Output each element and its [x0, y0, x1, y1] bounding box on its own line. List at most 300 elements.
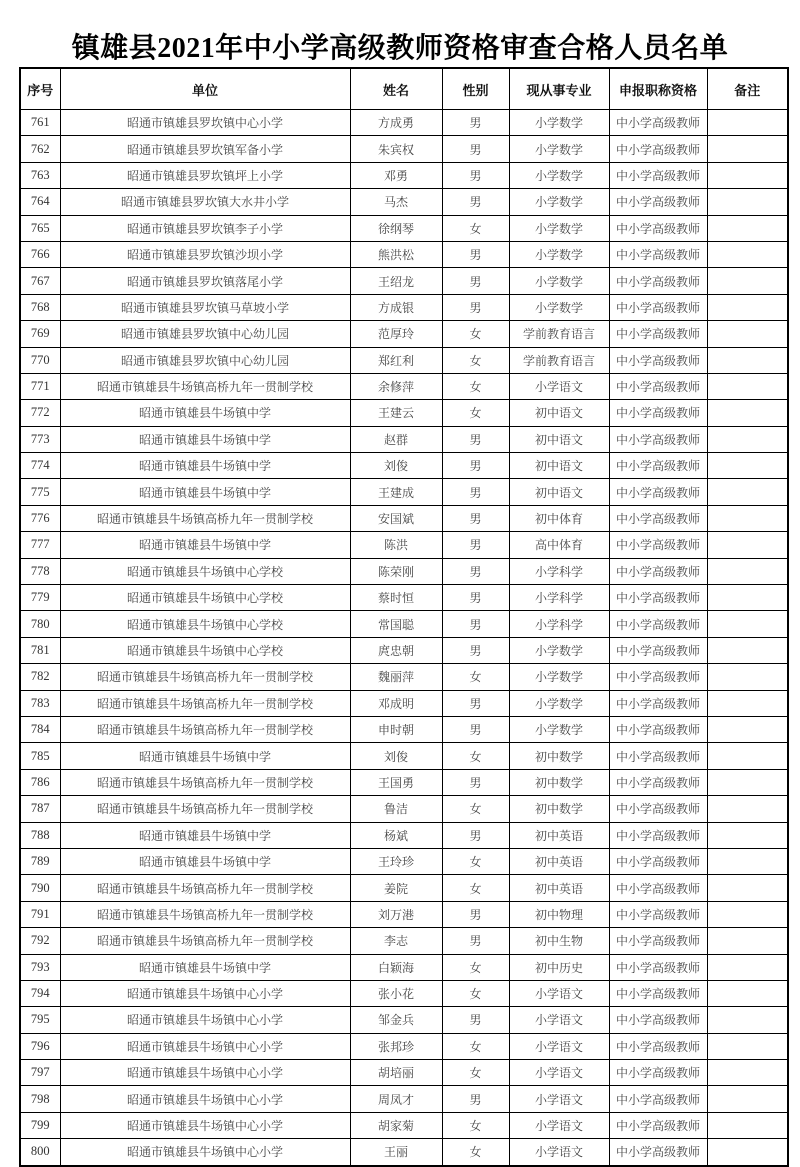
cell-gender: 女	[442, 321, 509, 347]
cell-remark	[707, 1007, 788, 1033]
cell-unit: 昭通市镇雄县牛场镇中心小学	[60, 1060, 350, 1086]
cell-name: 申时朝	[350, 716, 442, 742]
cell-gender: 女	[442, 400, 509, 426]
cell-gender: 男	[442, 241, 509, 267]
cell-unit: 昭通市镇雄县牛场镇高桥九年一贯制学校	[60, 716, 350, 742]
cell-unit: 昭通市镇雄县牛场镇高桥九年一贯制学校	[60, 875, 350, 901]
cell-remark	[707, 400, 788, 426]
cell-title: 中小学高级教师	[609, 426, 707, 452]
cell-name: 熊洪松	[350, 241, 442, 267]
cell-title: 中小学高级教师	[609, 611, 707, 637]
cell-gender: 男	[442, 1086, 509, 1112]
cell-specialty: 小学语文	[509, 1139, 609, 1166]
cell-gender: 男	[442, 716, 509, 742]
cell-title: 中小学高级教师	[609, 769, 707, 795]
cell-name: 安国斌	[350, 505, 442, 531]
cell-serial: 778	[20, 558, 60, 584]
cell-serial: 762	[20, 136, 60, 162]
cell-remark	[707, 110, 788, 136]
table-row	[20, 110, 788, 136]
cell-remark	[707, 743, 788, 769]
cell-unit: 昭通市镇雄县罗坎镇中心幼儿园	[60, 321, 350, 347]
table-row	[20, 479, 788, 505]
cell-gender: 男	[442, 136, 509, 162]
table-row	[20, 1060, 788, 1086]
table-row	[20, 1112, 788, 1138]
cell-gender: 女	[442, 373, 509, 399]
cell-unit: 昭通市镇雄县牛场镇中学	[60, 400, 350, 426]
cell-name: 邹金兵	[350, 1007, 442, 1033]
cell-title: 中小学高级教师	[609, 980, 707, 1006]
cell-unit: 昭通市镇雄县牛场镇高桥九年一贯制学校	[60, 505, 350, 531]
cell-unit: 昭通市镇雄县牛场镇中学	[60, 426, 350, 452]
cell-specialty: 小学语文	[509, 373, 609, 399]
cell-unit: 昭通市镇雄县牛场镇中心小学	[60, 1112, 350, 1138]
cell-title: 中小学高级教师	[609, 400, 707, 426]
cell-unit: 昭通市镇雄县牛场镇高桥九年一贯制学校	[60, 928, 350, 954]
cell-unit: 昭通市镇雄县牛场镇高桥九年一贯制学校	[60, 796, 350, 822]
table-row	[20, 848, 788, 874]
table-row	[20, 558, 788, 584]
table-row	[20, 241, 788, 267]
cell-name: 张邦珍	[350, 1033, 442, 1059]
cell-gender: 男	[442, 769, 509, 795]
cell-title: 中小学高级教师	[609, 637, 707, 663]
table-row	[20, 954, 788, 980]
cell-specialty: 初中语文	[509, 479, 609, 505]
cell-name: 王丽	[350, 1139, 442, 1166]
cell-specialty: 小学科学	[509, 585, 609, 611]
cell-serial: 796	[20, 1033, 60, 1059]
cell-specialty: 小学数学	[509, 690, 609, 716]
table-row	[20, 901, 788, 927]
table-row	[20, 426, 788, 452]
cell-unit: 昭通市镇雄县罗坎镇军备小学	[60, 136, 350, 162]
cell-name: 杨斌	[350, 822, 442, 848]
cell-remark	[707, 189, 788, 215]
cell-specialty: 初中英语	[509, 822, 609, 848]
cell-remark	[707, 664, 788, 690]
cell-gender: 男	[442, 822, 509, 848]
cell-serial: 793	[20, 954, 60, 980]
cell-remark	[707, 822, 788, 848]
cell-serial: 763	[20, 162, 60, 188]
cell-unit: 昭通市镇雄县牛场镇高桥九年一贯制学校	[60, 901, 350, 927]
cell-name: 姜院	[350, 875, 442, 901]
table-row	[20, 294, 788, 320]
table-row	[20, 928, 788, 954]
cell-gender: 男	[442, 532, 509, 558]
cell-name: 王玲珍	[350, 848, 442, 874]
cell-name: 方成银	[350, 294, 442, 320]
table-row	[20, 875, 788, 901]
roster-body	[20, 110, 788, 1166]
cell-gender: 男	[442, 690, 509, 716]
table-row	[20, 637, 788, 663]
table-row	[20, 585, 788, 611]
cell-remark	[707, 1060, 788, 1086]
cell-remark	[707, 347, 788, 373]
cell-serial: 770	[20, 347, 60, 373]
cell-unit: 昭通市镇雄县牛场镇高桥九年一贯制学校	[60, 664, 350, 690]
cell-serial: 777	[20, 532, 60, 558]
cell-gender: 女	[442, 664, 509, 690]
cell-unit: 昭通市镇雄县罗坎镇马草坡小学	[60, 294, 350, 320]
cell-title: 中小学高级教师	[609, 1007, 707, 1033]
header-name: 姓名	[350, 68, 442, 110]
cell-serial: 786	[20, 769, 60, 795]
cell-gender: 男	[442, 189, 509, 215]
cell-title: 中小学高级教师	[609, 1086, 707, 1112]
cell-name: 马杰	[350, 189, 442, 215]
cell-gender: 女	[442, 1060, 509, 1086]
cell-name: 朱宾权	[350, 136, 442, 162]
cell-gender: 男	[442, 611, 509, 637]
cell-remark	[707, 136, 788, 162]
cell-gender: 女	[442, 215, 509, 241]
cell-unit: 昭通市镇雄县牛场镇中心小学	[60, 1007, 350, 1033]
cell-specialty: 小学语文	[509, 1033, 609, 1059]
cell-title: 中小学高级教师	[609, 1060, 707, 1086]
cell-remark	[707, 532, 788, 558]
cell-serial: 780	[20, 611, 60, 637]
table-row	[20, 532, 788, 558]
cell-serial: 791	[20, 901, 60, 927]
cell-unit: 昭通市镇雄县罗坎镇落尾小学	[60, 268, 350, 294]
cell-specialty: 小学语文	[509, 1112, 609, 1138]
table-row	[20, 769, 788, 795]
table-row	[20, 1139, 788, 1166]
cell-serial: 766	[20, 241, 60, 267]
cell-gender: 女	[442, 1112, 509, 1138]
cell-gender: 男	[442, 268, 509, 294]
table-row	[20, 189, 788, 215]
cell-name: 徐纲琴	[350, 215, 442, 241]
cell-specialty: 学前教育语言	[509, 321, 609, 347]
cell-gender: 男	[442, 294, 509, 320]
cell-unit: 昭通市镇雄县牛场镇中学	[60, 954, 350, 980]
cell-name: 陈洪	[350, 532, 442, 558]
cell-specialty: 初中语文	[509, 453, 609, 479]
cell-title: 中小学高级教师	[609, 743, 707, 769]
cell-serial: 799	[20, 1112, 60, 1138]
cell-remark	[707, 690, 788, 716]
cell-specialty: 初中生物	[509, 928, 609, 954]
cell-serial: 771	[20, 373, 60, 399]
cell-serial: 772	[20, 400, 60, 426]
cell-serial: 798	[20, 1086, 60, 1112]
cell-name: 刘俊	[350, 453, 442, 479]
cell-specialty: 小学语文	[509, 1007, 609, 1033]
cell-name: 魏丽萍	[350, 664, 442, 690]
cell-gender: 男	[442, 585, 509, 611]
cell-serial: 781	[20, 637, 60, 663]
cell-gender: 女	[442, 796, 509, 822]
cell-name: 王国勇	[350, 769, 442, 795]
cell-specialty: 初中数学	[509, 769, 609, 795]
cell-gender: 男	[442, 453, 509, 479]
cell-unit: 昭通市镇雄县牛场镇中学	[60, 848, 350, 874]
cell-unit: 昭通市镇雄县牛场镇高桥九年一贯制学校	[60, 769, 350, 795]
cell-unit: 昭通市镇雄县牛场镇中学	[60, 743, 350, 769]
cell-remark	[707, 716, 788, 742]
cell-title: 中小学高级教师	[609, 1139, 707, 1166]
cell-title: 中小学高级教师	[609, 690, 707, 716]
cell-remark	[707, 585, 788, 611]
table-row	[20, 743, 788, 769]
table-row	[20, 268, 788, 294]
cell-serial: 776	[20, 505, 60, 531]
table-row	[20, 373, 788, 399]
cell-specialty: 小学数学	[509, 268, 609, 294]
cell-remark	[707, 928, 788, 954]
cell-remark	[707, 1086, 788, 1112]
cell-title: 中小学高级教师	[609, 479, 707, 505]
cell-remark	[707, 505, 788, 531]
table-row	[20, 136, 788, 162]
table-row	[20, 162, 788, 188]
cell-title: 中小学高级教师	[609, 505, 707, 531]
cell-specialty: 初中语文	[509, 400, 609, 426]
cell-unit: 昭通市镇雄县罗坎镇大水井小学	[60, 189, 350, 215]
cell-gender: 女	[442, 980, 509, 1006]
cell-title: 中小学高级教师	[609, 954, 707, 980]
cell-title: 中小学高级教师	[609, 373, 707, 399]
table-row	[20, 453, 788, 479]
cell-gender: 男	[442, 479, 509, 505]
cell-remark	[707, 901, 788, 927]
cell-remark	[707, 796, 788, 822]
cell-serial: 769	[20, 321, 60, 347]
cell-name: 庹忠朝	[350, 637, 442, 663]
cell-specialty: 小学数学	[509, 637, 609, 663]
header-remark: 备注	[707, 68, 788, 110]
cell-title: 中小学高级教师	[609, 321, 707, 347]
cell-title: 中小学高级教师	[609, 110, 707, 136]
cell-serial: 779	[20, 585, 60, 611]
table-row	[20, 321, 788, 347]
cell-unit: 昭通市镇雄县牛场镇中心小学	[60, 980, 350, 1006]
cell-remark	[707, 321, 788, 347]
cell-gender: 女	[442, 848, 509, 874]
table-row	[20, 822, 788, 848]
cell-remark	[707, 241, 788, 267]
cell-specialty: 初中语文	[509, 426, 609, 452]
cell-name: 张小花	[350, 980, 442, 1006]
table-row	[20, 347, 788, 373]
cell-gender: 男	[442, 110, 509, 136]
table-row	[20, 611, 788, 637]
table-row	[20, 1033, 788, 1059]
cell-name: 蔡时恒	[350, 585, 442, 611]
cell-serial: 773	[20, 426, 60, 452]
cell-serial: 783	[20, 690, 60, 716]
cell-specialty: 小学语文	[509, 1086, 609, 1112]
cell-gender: 男	[442, 901, 509, 927]
cell-unit: 昭通市镇雄县牛场镇中心学校	[60, 558, 350, 584]
cell-remark	[707, 1112, 788, 1138]
cell-gender: 男	[442, 1007, 509, 1033]
cell-unit: 昭通市镇雄县牛场镇中心学校	[60, 611, 350, 637]
cell-title: 中小学高级教师	[609, 901, 707, 927]
cell-unit: 昭通市镇雄县罗坎镇中心幼儿园	[60, 347, 350, 373]
cell-title: 中小学高级教师	[609, 796, 707, 822]
cell-serial: 792	[20, 928, 60, 954]
cell-remark	[707, 426, 788, 452]
cell-gender: 男	[442, 162, 509, 188]
cell-remark	[707, 453, 788, 479]
cell-unit: 昭通市镇雄县牛场镇中学	[60, 453, 350, 479]
cell-unit: 昭通市镇雄县牛场镇中学	[60, 479, 350, 505]
cell-specialty: 初中历史	[509, 954, 609, 980]
cell-title: 中小学高级教师	[609, 136, 707, 162]
cell-unit: 昭通市镇雄县牛场镇中心小学	[60, 1086, 350, 1112]
cell-gender: 女	[442, 1139, 509, 1166]
cell-serial: 775	[20, 479, 60, 505]
cell-title: 中小学高级教师	[609, 716, 707, 742]
table-row	[20, 1007, 788, 1033]
cell-name: 王建成	[350, 479, 442, 505]
cell-remark	[707, 1033, 788, 1059]
cell-gender: 男	[442, 928, 509, 954]
cell-title: 中小学高级教师	[609, 664, 707, 690]
cell-name: 余修萍	[350, 373, 442, 399]
header-gender: 性别	[442, 68, 509, 110]
cell-serial: 767	[20, 268, 60, 294]
table-row	[20, 664, 788, 690]
cell-serial: 782	[20, 664, 60, 690]
cell-remark	[707, 611, 788, 637]
cell-name: 邓勇	[350, 162, 442, 188]
cell-name: 王绍龙	[350, 268, 442, 294]
cell-gender: 男	[442, 558, 509, 584]
cell-remark	[707, 1139, 788, 1166]
cell-serial: 787	[20, 796, 60, 822]
cell-name: 周凤才	[350, 1086, 442, 1112]
cell-specialty: 小学数学	[509, 294, 609, 320]
cell-specialty: 小学数学	[509, 664, 609, 690]
table-row	[20, 505, 788, 531]
cell-unit: 昭通市镇雄县罗坎镇李子小学	[60, 215, 350, 241]
cell-gender: 女	[442, 347, 509, 373]
cell-unit: 昭通市镇雄县牛场镇中学	[60, 822, 350, 848]
cell-gender: 女	[442, 743, 509, 769]
cell-specialty: 小学数学	[509, 215, 609, 241]
cell-remark	[707, 980, 788, 1006]
cell-gender: 男	[442, 426, 509, 452]
cell-gender: 女	[442, 954, 509, 980]
cell-serial: 765	[20, 215, 60, 241]
table-row	[20, 690, 788, 716]
cell-serial: 794	[20, 980, 60, 1006]
cell-serial: 784	[20, 716, 60, 742]
table-row	[20, 716, 788, 742]
cell-specialty: 小学数学	[509, 241, 609, 267]
cell-remark	[707, 954, 788, 980]
cell-serial: 800	[20, 1139, 60, 1166]
cell-name: 胡家菊	[350, 1112, 442, 1138]
cell-remark	[707, 373, 788, 399]
cell-title: 中小学高级教师	[609, 848, 707, 874]
cell-serial: 785	[20, 743, 60, 769]
cell-specialty: 初中数学	[509, 743, 609, 769]
cell-title: 中小学高级教师	[609, 558, 707, 584]
cell-specialty: 初中物理	[509, 901, 609, 927]
cell-remark	[707, 294, 788, 320]
cell-title: 中小学高级教师	[609, 453, 707, 479]
cell-name: 鲁洁	[350, 796, 442, 822]
qualification-roster-table	[19, 67, 789, 1167]
cell-specialty: 小学数学	[509, 136, 609, 162]
cell-serial: 790	[20, 875, 60, 901]
cell-specialty: 高中体育	[509, 532, 609, 558]
cell-unit: 昭通市镇雄县罗坎镇沙坝小学	[60, 241, 350, 267]
cell-specialty: 小学数学	[509, 716, 609, 742]
cell-serial: 768	[20, 294, 60, 320]
cell-name: 赵群	[350, 426, 442, 452]
cell-name: 常国聪	[350, 611, 442, 637]
cell-serial: 774	[20, 453, 60, 479]
header-row	[20, 68, 788, 110]
cell-unit: 昭通市镇雄县牛场镇中心小学	[60, 1033, 350, 1059]
cell-name: 刘俊	[350, 743, 442, 769]
cell-remark	[707, 215, 788, 241]
cell-specialty: 初中数学	[509, 796, 609, 822]
table-row	[20, 980, 788, 1006]
cell-specialty: 小学数学	[509, 110, 609, 136]
cell-unit: 昭通市镇雄县罗坎镇中心小学	[60, 110, 350, 136]
cell-title: 中小学高级教师	[609, 1112, 707, 1138]
table-row	[20, 215, 788, 241]
cell-serial: 795	[20, 1007, 60, 1033]
cell-serial: 788	[20, 822, 60, 848]
header-specialty: 现从事专业	[509, 68, 609, 110]
cell-specialty: 小学语文	[509, 980, 609, 1006]
cell-remark	[707, 848, 788, 874]
cell-title: 中小学高级教师	[609, 294, 707, 320]
cell-gender: 女	[442, 1033, 509, 1059]
cell-name: 白颖海	[350, 954, 442, 980]
cell-serial: 764	[20, 189, 60, 215]
cell-gender: 男	[442, 637, 509, 663]
cell-title: 中小学高级教师	[609, 162, 707, 188]
cell-unit: 昭通市镇雄县罗坎镇坪上小学	[60, 162, 350, 188]
cell-specialty: 初中英语	[509, 875, 609, 901]
cell-remark	[707, 769, 788, 795]
page-title: 镇雄县2021年中小学高级教师资格审查合格人员名单	[71, 33, 729, 64]
cell-title: 中小学高级教师	[609, 875, 707, 901]
cell-gender: 男	[442, 505, 509, 531]
cell-name: 陈荣刚	[350, 558, 442, 584]
cell-specialty: 小学科学	[509, 611, 609, 637]
cell-specialty: 小学语文	[509, 1060, 609, 1086]
cell-unit: 昭通市镇雄县牛场镇中心学校	[60, 637, 350, 663]
cell-title: 中小学高级教师	[609, 532, 707, 558]
cell-title: 中小学高级教师	[609, 215, 707, 241]
cell-title: 中小学高级教师	[609, 268, 707, 294]
cell-specialty: 小学数学	[509, 162, 609, 188]
cell-remark	[707, 268, 788, 294]
cell-title: 中小学高级教师	[609, 928, 707, 954]
cell-specialty: 初中体育	[509, 505, 609, 531]
cell-serial: 761	[20, 110, 60, 136]
header-unit: 单位	[60, 68, 350, 110]
cell-unit: 昭通市镇雄县牛场镇中心学校	[60, 585, 350, 611]
cell-remark	[707, 637, 788, 663]
cell-name: 胡培丽	[350, 1060, 442, 1086]
cell-serial: 789	[20, 848, 60, 874]
cell-name: 范厚玲	[350, 321, 442, 347]
